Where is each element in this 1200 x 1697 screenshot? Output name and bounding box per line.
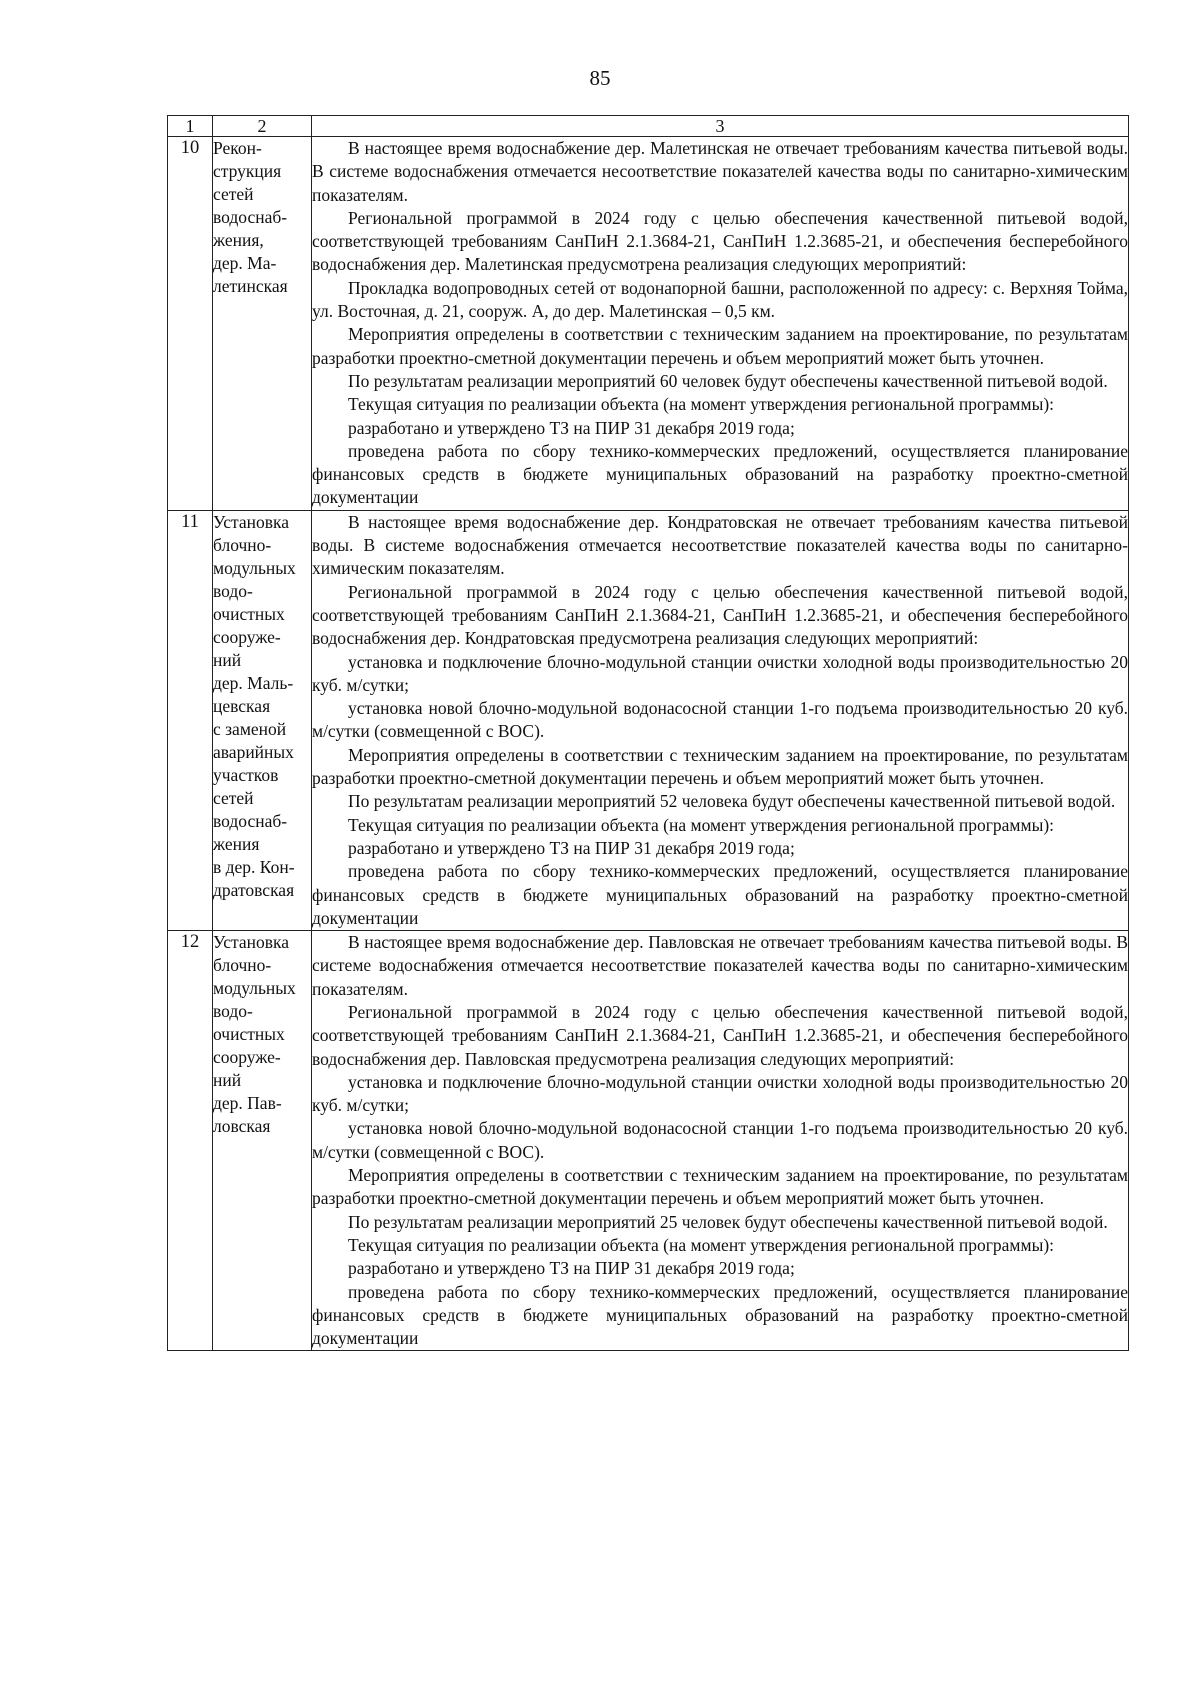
measure-name-line: дер. Пав- [213, 1093, 282, 1114]
measure-name-line: дратовская [213, 879, 295, 900]
row-number: 10 [168, 137, 213, 511]
row-number: 11 [168, 510, 213, 930]
page-number: 85 [589, 66, 611, 90]
header-col-2: 2 [213, 116, 312, 137]
measure-description [312, 931, 1129, 1351]
measure-name-line: с заменой [213, 718, 287, 739]
description-paragraph: Региональной программой в 2024 году с целью обеспечения качественной питьевой водой, соответствующей требованиям СанПиН 2.1.3684-21, СанПиН 1.2.3685-21, и обеспечения бесперебойного водоснабжения дер. Павловская предусмотрена реализация следующих мероприятий: [312, 1001, 1128, 1069]
measure-name-line: водо- [213, 1001, 253, 1022]
measure-name-line: Установка [213, 932, 290, 953]
description-paragraph: Прокладка водопроводных сетей от водонапорной башни, расположенной по адресу: с. Верхняя Тойма, ул. Восточная, д. 21, сооруж. А, до дер. Малетинская – 0,5 км. [312, 277, 1128, 322]
measure-name-line: сооруже- [213, 626, 281, 647]
description-paragraph: В настоящее время водоснабжение дер. Кондратовская не отвечает требованиям качества питьевой воды. В системе водоснабжения отмечается несоответствие показателей качества воды по санитарно-химическим показателям. [312, 511, 1128, 579]
header-col-1: 1 [168, 116, 213, 137]
description-paragraph: Региональной программой в 2024 году с целью обеспечения качественной питьевой водой, соответствующей требованиям СанПиН 2.1.3684-21, СанПиН 1.2.3685-21, и обеспечения бесперебойного водоснабжения дер. Малетинская предусмотрена реализация следующих мероприятий: [312, 207, 1128, 275]
description-paragraph: Мероприятия определены в соответствии с техническим заданием на проектирование, по результатам разработки проектно-сметной документации перечень и объем мероприятий может быть уточнен. [312, 324, 1128, 368]
description-paragraph: установка новой блочно-модульной водонасосной станции 1-го подъема производительностью 20 куб. м/сутки (совмещенной с ВОС). [312, 698, 1128, 742]
measure-name [213, 931, 312, 1351]
measure-name-line: блочно- [213, 534, 272, 555]
measure-name-line: сооруже- [213, 1047, 281, 1068]
measure-name-line: Установка [213, 511, 290, 532]
description-paragraph: установка новой блочно-модульной водонасосной станции 1-го подъема производительностью 20 куб. м/сутки (совмещенной с ВОС). [312, 1118, 1128, 1162]
description-paragraph: Мероприятия определены в соответствии с техническим заданием на проектирование, по результатам разработки проектно-сметной документации перечень и объем мероприятий может быть уточнен. [312, 1165, 1128, 1209]
description-paragraph: проведена работа по сбору технико-коммерческих предложений, осуществляется планирование финансовых средств в бюджете муниципальных образований на разработку проектно-сметной документации [312, 861, 1128, 928]
measure-name-line: водо- [213, 580, 253, 601]
table-body [168, 137, 1129, 1351]
table-row [168, 137, 1129, 511]
description-paragraph: проведена работа по сбору технико-коммерческих предложений, осуществляется планирование финансовых средств в бюджете муниципальных образований на разработку проектно-сметной документации [312, 1281, 1128, 1349]
description-paragraph: разработано и утверждено ТЗ на ПИР 31 декабря 2019 года; [348, 417, 795, 438]
table-row [168, 931, 1129, 1351]
measure-name-line: модульных [213, 557, 296, 578]
description-paragraph: По результатам реализации мероприятий 52 человека будут обеспечены качественной питьевой водой. [348, 791, 1116, 812]
description-paragraph: Текущая ситуация по реализации объекта (на момент утверждения региональной программы): [348, 394, 1055, 415]
measure-name-line: модульных [213, 978, 296, 999]
measure-name-line: аварийных [213, 741, 294, 762]
measures-table [167, 115, 1129, 1351]
description-paragraph: установка и подключение блочно-модульной станции очистки холодной воды производительностью 20 куб. м/сутки; [312, 1071, 1128, 1116]
measure-name-line: ний [213, 1070, 242, 1091]
measure-description [312, 510, 1129, 930]
description-paragraph: установка и подключение блочно-модульной станции очистки холодной воды производительностью 20 куб. м/сутки; [312, 651, 1128, 695]
measure-name-line: жения [213, 833, 260, 854]
description-paragraph: В настоящее время водоснабжение дер. Малетинская не отвечает требованиям качества питьевой воды. В системе водоснабжения отмечается несоответствие показателей качества воды по санитарно-химическим показателям. [312, 138, 1128, 205]
table-row [168, 510, 1129, 930]
description-paragraph: разработано и утверждено ТЗ на ПИР 31 декабря 2019 года; [348, 1258, 795, 1279]
measure-name-line: блочно- [213, 955, 272, 976]
description-paragraph: По результатам реализации мероприятий 25 человек будут обеспечены качественной питьевой водой. [348, 1211, 1108, 1232]
row-number: 12 [168, 931, 213, 1351]
measure-name-line: ний [213, 649, 242, 670]
measure-name-line: сетей [213, 184, 254, 204]
measure-name-line: в дер. Кон- [213, 856, 295, 877]
measure-description [312, 137, 1129, 511]
measure-name-line: дер. Ма- [213, 253, 277, 273]
measure-name-line: участков [213, 764, 279, 785]
measure-name-line: водоснаб- [213, 810, 288, 831]
measure-name [213, 510, 312, 930]
measure-name-line: жения, [213, 230, 264, 250]
description-paragraph: Текущая ситуация по реализации объекта (на момент утверждения региональной программы): [348, 1234, 1055, 1255]
description-paragraph: разработано и утверждено ТЗ на ПИР 31 декабря 2019 года; [348, 837, 795, 858]
header-col-3: 3 [312, 116, 1129, 137]
measure-name-line: дер. Маль- [213, 672, 294, 693]
table-header-row [168, 116, 1129, 137]
measure-name-line: летинская [213, 276, 288, 296]
measure-name-line: цевская [213, 695, 271, 716]
description-paragraph: В настоящее время водоснабжение дер. Павловская не отвечает требованиям качества питьевой воды. В системе водоснабжения отмечается несоответствие показателей качества воды по санитарно-химическим показателям. [312, 932, 1128, 999]
description-paragraph: Текущая ситуация по реализации объекта (на момент утверждения региональной программы): [348, 814, 1055, 835]
measure-name-line: ловская [213, 1116, 271, 1137]
measure-name-line: струкция [213, 161, 282, 181]
measure-name-line: сетей [213, 787, 254, 808]
measure-name-line: очистных [213, 603, 285, 624]
description-paragraph: Региональной программой в 2024 году с целью обеспечения качественной питьевой водой, соответствующей требованиям СанПиН 2.1.3684-21, СанПиН 1.2.3685-21, и обеспечения бесперебойного водоснабжения дер. Кондратовская предусмотрена реализация следующих мероприятий: [312, 581, 1128, 649]
description-paragraph: Мероприятия определены в соответствии с техническим заданием на проектирование, по результатам разработки проектно-сметной документации перечень и объем мероприятий может быть уточнен. [312, 744, 1128, 789]
description-paragraph: проведена работа по сбору технико-коммерческих предложений, осуществляется планирование финансовых средств в бюджете муниципальных образований на разработку проектно-сметной документации [312, 440, 1128, 508]
measure-name-line: Рекон- [213, 138, 262, 158]
description-paragraph: По результатам реализации мероприятий 60 человек будут обеспечены качественной питьевой водой. [348, 370, 1108, 391]
measure-name [213, 137, 312, 511]
measure-name-line: водоснаб- [213, 207, 288, 227]
measure-name-line: очистных [213, 1024, 285, 1045]
